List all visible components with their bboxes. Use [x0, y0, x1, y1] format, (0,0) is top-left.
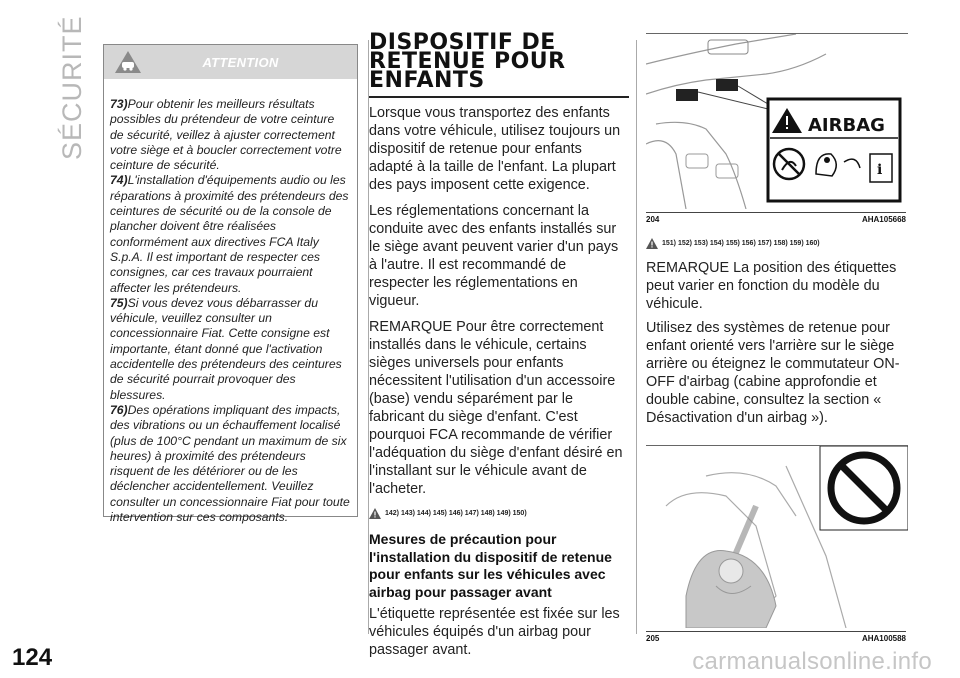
paragraph: REMARQUE La position des étiquettes peut varier en fonction du modèle du véhicule.: [646, 260, 897, 312]
reference-line: 151) 152) 153) 154) 155) 156) 157) 158) 159) 160): [646, 238, 906, 249]
figure-code: AHA105668: [861, 215, 906, 224]
svg-text:i: i: [877, 162, 883, 178]
paragraph: L'étiquette représentée est fixée sur les véhicules équipés d'un airbag pour passager avant.: [369, 606, 620, 658]
figure-caption: [646, 212, 906, 224]
airbag-label-illustration: [646, 34, 908, 209]
middle-column: [369, 30, 629, 659]
paragraph: Les réglementations concernant la conduite avec des enfants installés sur le siège avant peuvent varier d'un pays à l'autre. Il est recommandé de respecter les réglementations en vigueur.: [369, 203, 619, 309]
child-seat-illustration: [646, 446, 908, 628]
warning-icon: [369, 508, 381, 519]
paragraph: REMARQUE Pour être correctement installés dans le véhicule, certains sièges universels pour enfants nécessitent l'utilisation d'un accessoire (base) vendu séparément par le fabricant du siège d'enfant. C'est pourquoi FCA recommande de vérifier l'adéquation du siège d'enfant désiré en l'installant sur le véhicule avant de l'acheter.: [369, 319, 623, 497]
section-label: SÉCURITÉ: [57, 15, 87, 160]
section-heading: DISPOSITIF DE RETENUE POUR ENFANTS: [369, 30, 566, 93]
subheading: Mesures de précaution pour l'installation du dispositif de retenue pour enfants sur les véhicules avec airbag pour passager avant: [369, 531, 612, 600]
figure-number: 204: [646, 215, 660, 224]
section-tab: [30, 15, 90, 160]
attention-body: [104, 79, 357, 525]
attention-item: 76)Des opérations impliquant des impacts, des vibrations ou un échauffement localisé (plus de 100°C pendant un maximum de six heures) à proximité des prétendeurs risquent de les détériorer ou de les déclencher accidentellement. Veuillez consulter un concessionnaire Fiat pour toute intervention sur ces composants.: [110, 402, 350, 525]
attention-item: 75)Si vous devez vous débarrasser du véhicule, veuillez consulter un concessionnaire Fiat. Cette consigne est importante, étant donné que l'activation accidentelle des prétendeurs des ceintures de sécurité pourrait provoquer des blessures.: [110, 295, 342, 402]
warning-icon: [646, 238, 658, 249]
figure-caption: [646, 631, 906, 643]
attention-title: ATTENTION: [202, 55, 279, 70]
figure-child-seat: [646, 445, 908, 628]
paragraph: Utilisez des systèmes de retenue pour enfant orienté vers l'arrière sur le siège arrière ou éteignez le commutateur ON-OFF d'airbag (cabine approfondie et double cabine, consultez la section « Désactivation d'un airbag »).: [646, 320, 900, 426]
right-column: [646, 33, 906, 643]
paragraph: Lorsque vous transportez des enfants dans votre véhicule, utilisez toujours un dispositif de retenue pour enfants adapté à la taille de l'enfant. La plupart des pays imposent cette exigence.: [369, 105, 621, 193]
attention-box: [103, 44, 358, 525]
attention-item: 74)L'installation d'équipements audio ou les réparations à proximité des prétendeurs des ceintures de sécurité ou de la console de plancher doivent être réalisées conformément aux directives FCA Italy S.p.A. Il est important de respecter ces consignes, car ces travaux pourraient affecter les prétendeurs.: [110, 173, 349, 295]
page-number: 124: [12, 644, 53, 671]
figure-number: 205: [646, 634, 660, 643]
attention-item: 73)Pour obtenir les meilleurs résultats possibles du prétendeur de votre ceinture de sécurité, veillez à ajuster correctement votre siège et à boucler correctement votre ceinture de sécurité.: [110, 97, 342, 173]
figure-airbag-label: [646, 33, 908, 209]
attention-header: [104, 45, 357, 79]
reference-line: 142) 143) 144) 145) 146) 147) 148) 149) 150): [369, 508, 629, 519]
watermark: carmanualsonline.info: [692, 648, 932, 675]
heading-rule: [369, 96, 629, 98]
column-divider: [636, 40, 637, 634]
figure-code: AHA100588: [861, 634, 906, 643]
airbag-label-text: AIRBAG: [808, 115, 885, 136]
